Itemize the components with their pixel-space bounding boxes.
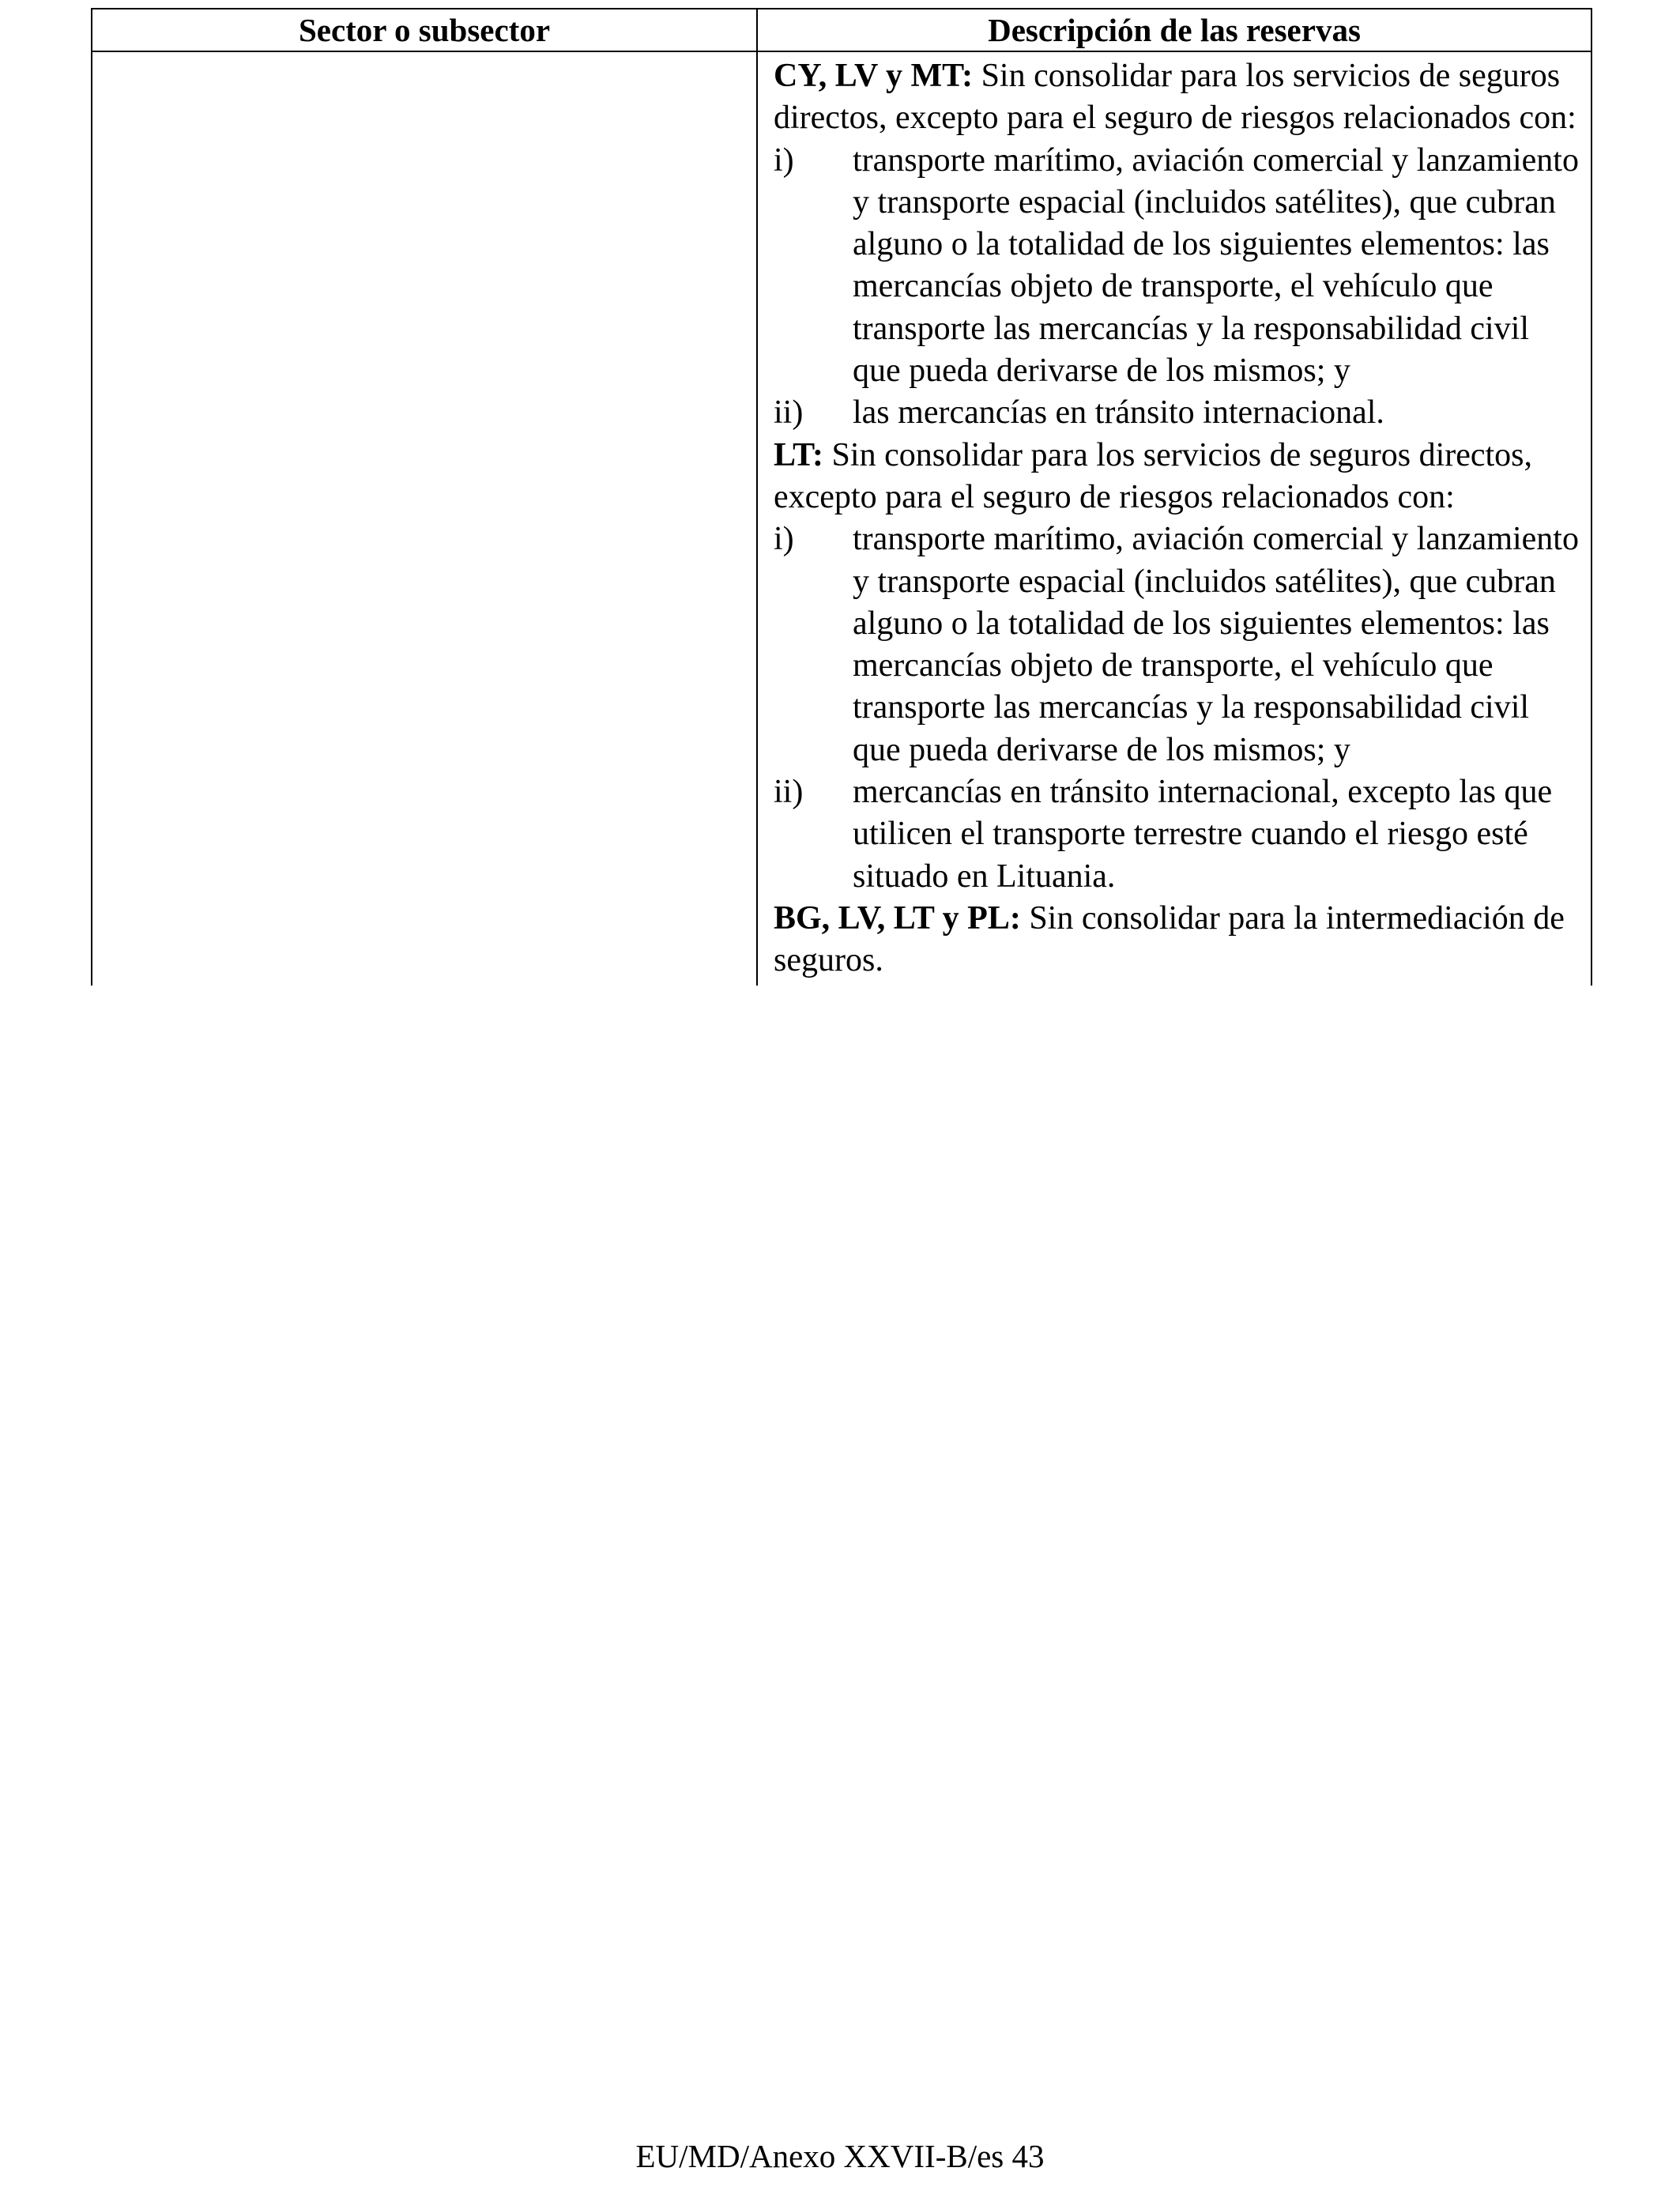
reservations-table	[91, 8, 1592, 986]
list-marker: ii)	[774, 394, 804, 432]
list-marker: i)	[774, 141, 794, 179]
header-row	[92, 9, 1591, 51]
table-row	[92, 51, 1591, 986]
list-item	[774, 771, 1583, 898]
reservation-text: Sin consolidar para la intermediación de seguros.	[774, 899, 1565, 979]
reservation-text: Sin consolidar para los servicios de seguros directos, excepto para el seguro de riesgos relacionados con:	[774, 436, 1533, 515]
description-cell	[757, 51, 1591, 986]
reservation-block	[774, 898, 1583, 982]
reservation-intro	[774, 898, 1583, 982]
list-item-text: mercancías en tránsito internacional, excepto las que utilicen el transporte terrestre cuando el riesgo esté situado en Lituania.	[853, 774, 1553, 895]
page-footer: EU/MD/Anexo XXVII-B/es 43	[635, 2138, 1045, 2174]
list-item	[774, 392, 1583, 434]
reservation-blocks	[774, 55, 1583, 982]
reservation-intro	[774, 55, 1583, 140]
reservation-block	[774, 435, 1583, 898]
reservation-block	[774, 55, 1583, 435]
country-codes: CY, LV y MT:	[774, 58, 974, 94]
header-description: Descripción de las reservas	[757, 9, 1591, 51]
list-item-text: transporte marítimo, aviación comercial y lanzamiento y transporte espacial (incluidos satélites), que cubran alguno o la totalidad de los siguientes elementos: las mercancías objeto de transporte, el vehículo que transporte las mercancías y la responsabilidad civil que pueda derivarse de los mismos; y	[853, 141, 1579, 390]
country-codes: LT:	[774, 436, 824, 473]
reservation-intro	[774, 435, 1583, 519]
sector-cell	[92, 51, 757, 986]
list-marker: i)	[774, 521, 794, 558]
list-item	[774, 518, 1583, 771]
list-item	[774, 140, 1583, 393]
list-item-text: las mercancías en tránsito internacional.	[853, 394, 1384, 432]
list-item-text: transporte marítimo, aviación comercial y lanzamiento y transporte espacial (incluidos satélites), que cubran alguno o la totalidad de los siguientes elementos: las mercancías objeto de transporte, el vehículo que transporte las mercancías y la responsabilidad civil que pueda derivarse de los mismos; y	[853, 521, 1579, 768]
header-sector: Sector o subsector	[92, 9, 757, 51]
list-marker: ii)	[774, 774, 804, 811]
table-header	[92, 9, 1591, 51]
country-codes: BG, LV, LT y PL:	[774, 899, 1021, 937]
reservation-text: Sin consolidar para los servicios de seguros directos, excepto para el seguro de riesgos relacionados con:	[774, 58, 1576, 137]
